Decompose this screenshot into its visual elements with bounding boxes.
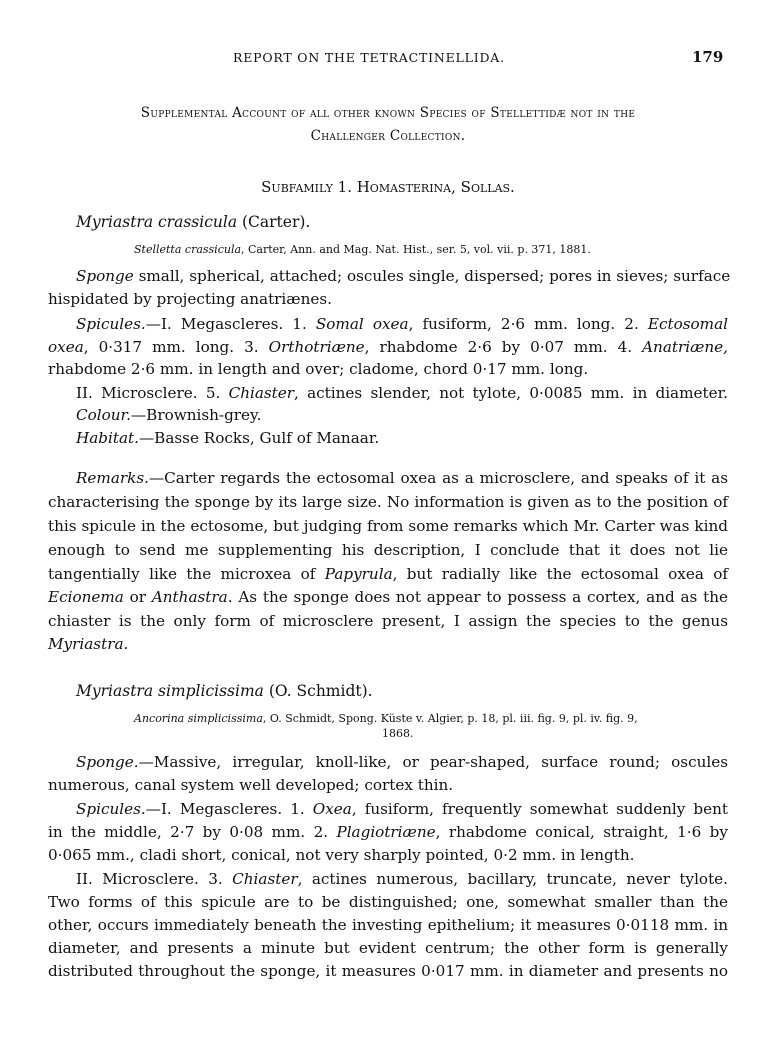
- species-heading-1: [76, 213, 310, 231]
- spicules-line-2: oxea, 0·317 mm. long. 3. Orthotriæne, rhabdome 2·6 by 0·07 mm. 4. Anatriæne,: [48, 338, 728, 356]
- species-name: Myriastra crassicula: [76, 213, 238, 231]
- species-heading-2: [76, 682, 373, 700]
- page-number: 179: [692, 48, 724, 66]
- sponge-line-2: numerous, canal system well developed; cortex thin.: [48, 776, 454, 794]
- microsclere-line-4: diameter, and presents a minute but evident centrum; the other form is generally: [48, 939, 728, 957]
- spicules-line-3: rhabdome 2·6 mm. in length and over; cladome, chord 0·17 mm. long.: [48, 360, 589, 378]
- spicules-line-2: in the middle, 2·7 by 0·08 mm. 2. Plagiotriæne, rhabdome conical, straight, 1·6 by: [48, 823, 728, 841]
- microsclere-line: II. Microsclere. 5. Chiaster, actines slender, not tylote, 0·0085 mm. in diameter.: [76, 384, 728, 402]
- remarks-line-4: enough to send me supplementing his description, I conclude that it does not lie: [48, 541, 728, 559]
- species-reference: Stelletta crassicula, Carter, Ann. and Mag. Nat. Hist., ser. 5, vol. vii. p. 371, 1881.: [134, 243, 591, 256]
- running-title: REPORT ON THE TETRACTINELLIDA.: [233, 50, 505, 65]
- species-author: (Carter).: [242, 213, 311, 231]
- section-title-line-1: Supplemental Account of all other known Species of Stellettidæ not in the: [140, 105, 636, 121]
- subfamily-heading: Subfamily 1. Homasterina, Sollas.: [261, 178, 515, 196]
- sponge-line-1: Sponge small, spherical, attached; oscules single, dispersed; pores in sieves; surface: [76, 267, 731, 285]
- remarks-line-6: Ecionema or Anthastra. As the sponge does not appear to possess a cortex, and as the: [48, 588, 729, 606]
- colour-line: Colour.—Brownish-grey.: [76, 406, 262, 424]
- remarks-line-2: characterising the sponge by its large size. No information is given as to the position of: [48, 493, 728, 511]
- species-author: (O. Schmidt).: [268, 682, 373, 700]
- spicules-line-1: Spicules.—I. Megascleres. 1. Oxea, fusiform, frequently somewhat suddenly bent: [76, 800, 728, 818]
- microsclere-line-5: distributed throughout the sponge, it measures 0·017 mm. in diameter and presents no: [48, 962, 728, 980]
- species-name: Myriastra simplicissima: [76, 682, 264, 700]
- remarks-line-7: chiaster is the only form of microsclere present, I assign the species to the genus: [48, 612, 728, 630]
- spicules-line-3: 0·065 mm., cladi short, conical, not very sharply pointed, 0·2 mm. in length.: [48, 846, 635, 864]
- microsclere-line-1: II. Microsclere. 3. Chiaster, actines numerous, bacillary, truncate, never tylote.: [76, 870, 728, 888]
- sponge-line-1: Sponge.—Massive, irregular, knoll-like, or pear-shaped, surface round; oscules: [76, 753, 728, 771]
- microsclere-line-3: other, occurs immediately beneath the investing epithelium; it measures 0·0118 mm. in: [48, 916, 728, 934]
- microsclere-line-2: Two forms of this spicule are to be distinguished; one, somewhat smaller than the: [48, 893, 728, 911]
- species-reference: Ancorina simplicissima, O. Schmidt, Spong. Küste v. Algier, p. 18, pl. iii. fig. 9, pl. iv. fig. 9,: [134, 712, 638, 725]
- species-reference-year: 1868.: [382, 727, 414, 740]
- remarks-line-8: Myriastra.: [48, 635, 129, 653]
- spicules-line-1: Spicules.—I. Megascleres. 1. Somal oxea, fusiform, 2·6 mm. long. 2. Ectosomal: [76, 315, 728, 333]
- remarks-line-5: tangentially like the microxea of Papyrula, but radially like the ectosomal oxea of: [48, 565, 728, 583]
- remarks-line-1: Remarks.—Carter regards the ectosomal oxea as a microsclere, and speaks of it as: [76, 469, 728, 487]
- remarks-line-3: this spicule in the ectosome, but judging from some remarks which Mr. Carter was kind: [48, 517, 728, 535]
- section-title-line-2: Challenger Collection.: [310, 128, 466, 144]
- sponge-line-2: hispidated by projecting anatriænes.: [48, 290, 332, 308]
- habitat-line: Habitat.—Basse Rocks, Gulf of Manaar.: [76, 429, 380, 447]
